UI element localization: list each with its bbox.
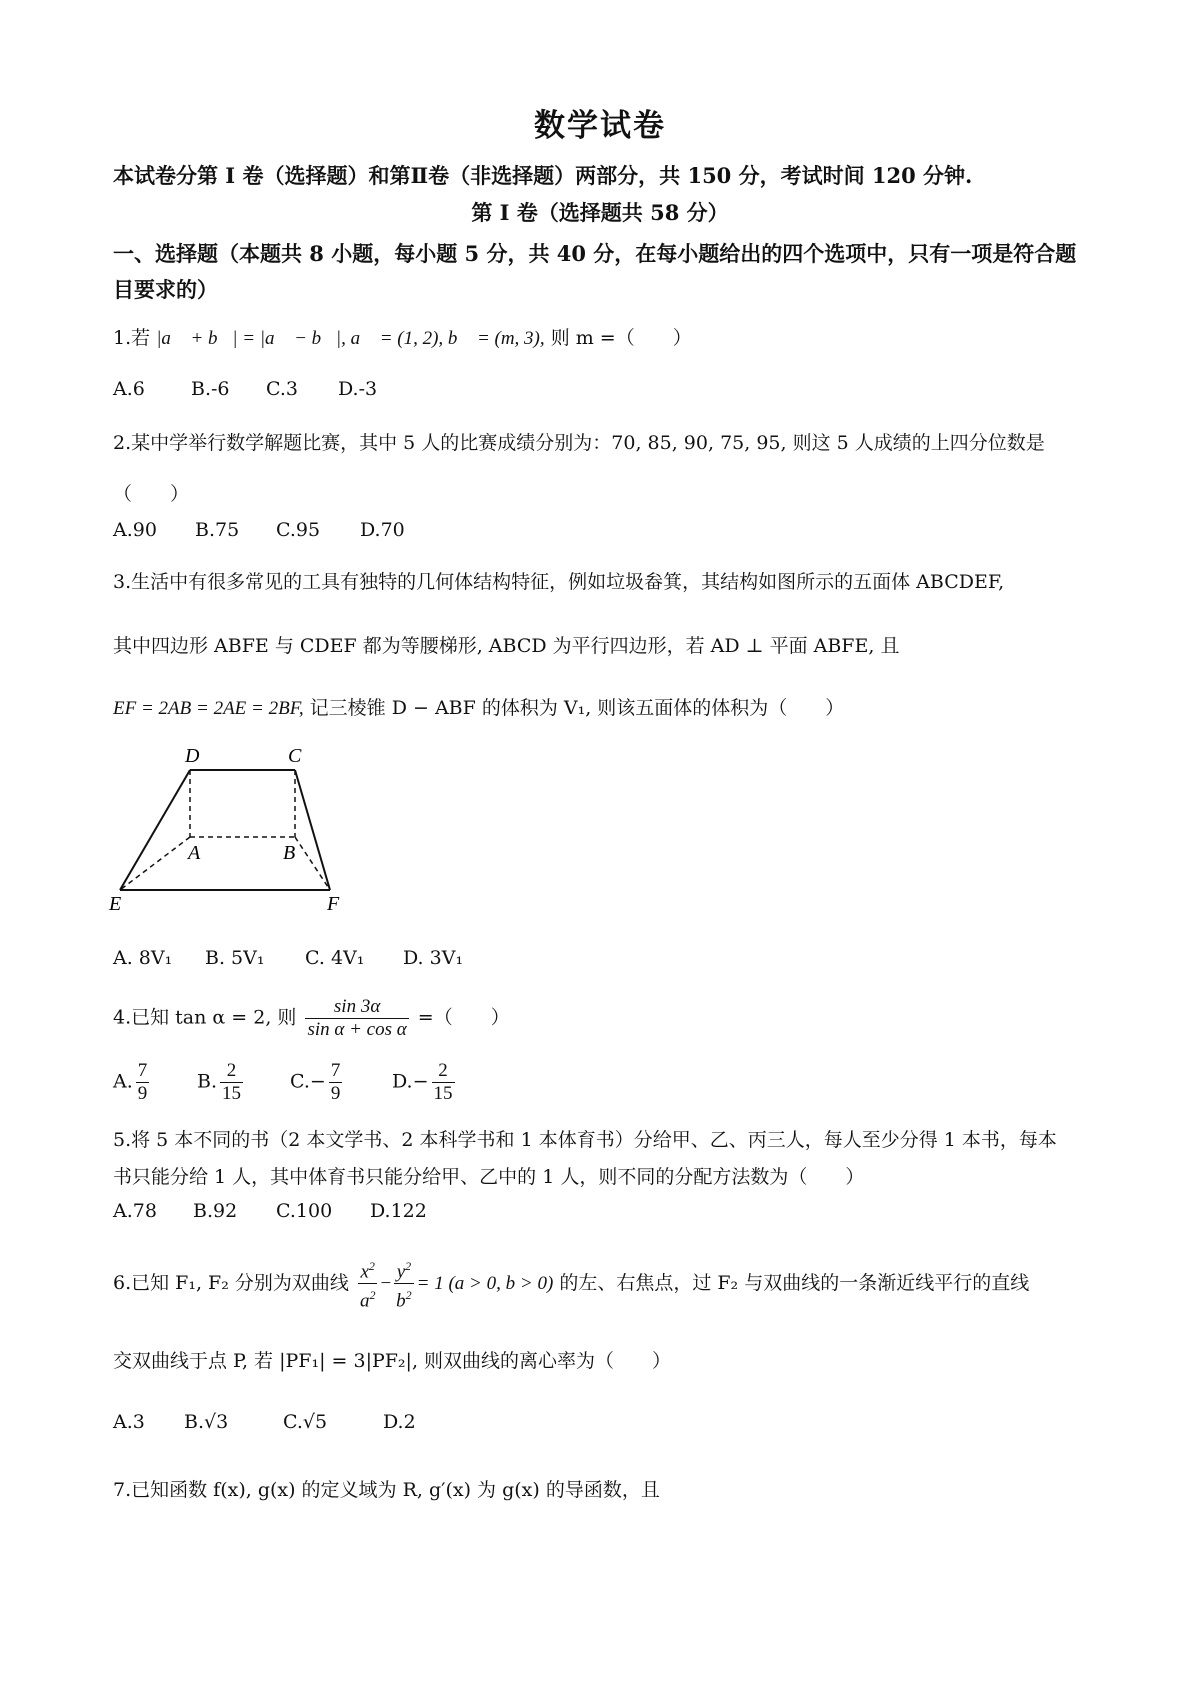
q4-c-label: C.: [290, 1070, 310, 1093]
page-title: 数学试卷: [534, 108, 666, 144]
q6-eq: = 1 (a > 0, b > 0): [416, 1272, 554, 1294]
q4-a-label: A.: [113, 1070, 133, 1093]
question-5: 5.将 5 本不同的书（2 本文学书、2 本科学书和 1 本体育书）分给甲、乙、丙三人，每人至少分得 1 本书，每本: [113, 1129, 1057, 1151]
q5-option-d[interactable]: D.122: [370, 1200, 427, 1222]
q4-a-num: 7: [137, 1060, 148, 1081]
q4-b-frac: [220, 1060, 243, 1105]
q4-d-frac: [432, 1060, 455, 1105]
q4-suffix: =（ ）: [417, 1006, 510, 1029]
question-3-line3: [113, 693, 844, 720]
edge-ae: [120, 837, 190, 890]
q6-option-d[interactable]: D.2: [383, 1411, 416, 1433]
q5-option-c[interactable]: C.100: [276, 1200, 333, 1222]
q3-line3-text: 记三棱锥 D − ABF 的体积为 V₁, 则该五面体的体积为（ ）: [309, 697, 845, 719]
q6-minus: −: [380, 1272, 392, 1294]
edge-bf: [295, 837, 330, 890]
q2-option-d[interactable]: D.70: [360, 519, 405, 541]
q4-c-den: 9: [330, 1083, 341, 1104]
q6-y-num: $y^2$: [394, 1255, 414, 1284]
q4-option-b[interactable]: [197, 1060, 246, 1105]
q6-option-b[interactable]: B.√3: [184, 1411, 229, 1433]
q4-a-den: 9: [137, 1083, 148, 1104]
q4-c-frac: [329, 1060, 343, 1105]
question-2: 2.某中学举行数学解题比赛，其中 5 人的比赛成绩分别为：70, 85, 90, 75, 95, 则这 5 人成绩的上四分位数是: [113, 432, 1045, 454]
q4-d-label: D.: [392, 1070, 413, 1093]
edge-cf: [295, 770, 330, 890]
q4-denominator: sin α + cos α: [307, 1019, 407, 1040]
pentahedron-figure: [105, 745, 365, 919]
q6-option-a[interactable]: A.3: [113, 1411, 145, 1433]
label-f: F: [327, 893, 340, 915]
q2-option-a[interactable]: A.90: [113, 519, 157, 541]
question-3: 3.生活中有很多常见的工具有独特的几何体结构特征，例如垃圾畚箕，其结构如图所示的五面体 ABCDEF,: [113, 571, 1005, 593]
q3-equation: EF = 2AB = 2AE = 2BF,: [113, 698, 304, 719]
q4-option-c[interactable]: [290, 1060, 345, 1105]
label-c: C: [288, 745, 302, 767]
q4-prefix: 4.已知 tan α = 2, 则: [113, 1006, 297, 1029]
question-1: [113, 323, 692, 350]
q4-d-sign: −: [412, 1070, 429, 1093]
q4-numerator: sin 3α: [305, 996, 408, 1019]
q3-option-a[interactable]: A. 8V₁: [113, 947, 173, 969]
edge-de: [120, 770, 190, 890]
q4-c-sign: −: [309, 1070, 326, 1093]
q3-option-c[interactable]: C. 4V₁: [305, 947, 365, 969]
q1-option-c[interactable]: C.3: [266, 378, 298, 400]
q6-y-den: $b^2$: [396, 1288, 412, 1312]
q4-option-d[interactable]: [392, 1060, 458, 1105]
q4-d-den: 15: [433, 1083, 453, 1104]
label-b: B: [283, 842, 296, 864]
q1-option-a[interactable]: A.6: [113, 378, 145, 400]
q4-b-num: 2: [220, 1060, 243, 1083]
q3-option-b[interactable]: B. 5V₁: [205, 947, 265, 969]
q2-option-c[interactable]: C.95: [276, 519, 321, 541]
question-6: [113, 1255, 1029, 1313]
q6-x-num: $x^2$: [358, 1255, 378, 1284]
q6-option-c[interactable]: C.√5: [283, 1411, 328, 1433]
q6-x-den: $a^2$: [359, 1288, 376, 1312]
part-heading: 第 I 卷（选择题共 58 分）: [471, 200, 729, 225]
q6-y-frac: [394, 1255, 414, 1313]
q4-b-den: 15: [222, 1083, 242, 1104]
q3-option-d[interactable]: D. 3V₁: [403, 947, 464, 969]
q1-suffix: 则 m =（ ）: [550, 327, 692, 349]
q4-d-num: 2: [432, 1060, 455, 1083]
exam-intro: 本试卷分第 I 卷（选择题）和第Ⅱ卷（非选择题）两部分，共 150 分，考试时间 120 分钟.: [113, 163, 973, 188]
q6-suffix: 的左、右焦点，过 F₂ 与双曲线的一条渐近线平行的直线: [559, 1271, 1030, 1294]
label-e: E: [109, 893, 122, 915]
q6-x-frac: [358, 1255, 378, 1313]
q5-option-b[interactable]: B.92: [193, 1200, 238, 1222]
q4-c-num: 7: [330, 1060, 341, 1081]
label-d: D: [185, 745, 200, 767]
question-2-paren: （ ）: [113, 483, 190, 505]
question-3-line2: 其中四边形 ABFE 与 CDEF 都为等腰梯形, ABCD 为平行四边形，若 AD ⊥ 平面 ABFE, 且: [113, 635, 900, 657]
question-5-line2: 书只能分给 1 人，其中体育书只能分给甲、乙中的 1 人，则不同的分配方法数为（ ）: [113, 1166, 865, 1188]
q1-prefix: 1.若: [113, 327, 151, 349]
q4-a-frac: [136, 1060, 150, 1105]
pentahedron-diagram: [105, 745, 365, 915]
q4-fraction: [305, 996, 408, 1041]
q6-prefix: 6.已知 F₁, F₂ 分别为双曲线: [113, 1271, 349, 1294]
label-a: A: [188, 842, 201, 864]
q2-option-b[interactable]: B.75: [195, 519, 240, 541]
question-7: 7.已知函数 f(x), g(x) 的定义域为 R, g′(x) 为 g(x) 的导函数，且: [113, 1479, 660, 1501]
section-heading: 一、选择题（本题共 8 小题，每小题 5 分，共 40 分，在每小题给出的四个选项中，只有一项是符合题目要求的）: [113, 241, 1077, 302]
q1-option-b[interactable]: B.-6: [191, 378, 230, 400]
question-4: [113, 996, 510, 1041]
q5-option-a[interactable]: A.78: [113, 1200, 157, 1222]
q4-option-a[interactable]: [113, 1060, 152, 1105]
q4-b-label: B.: [197, 1070, 218, 1093]
q1-option-d[interactable]: D.-3: [338, 378, 378, 400]
q1-expression: |a⃗ + b⃗| = |a⃗ − b⃗|, a⃗ = (1, 2), b⃗ = (m, 3),: [156, 328, 545, 349]
question-6-line2: 交双曲线于点 P, 若 |PF₁| = 3|PF₂|, 则双曲线的离心率为（ ）: [113, 1350, 672, 1372]
